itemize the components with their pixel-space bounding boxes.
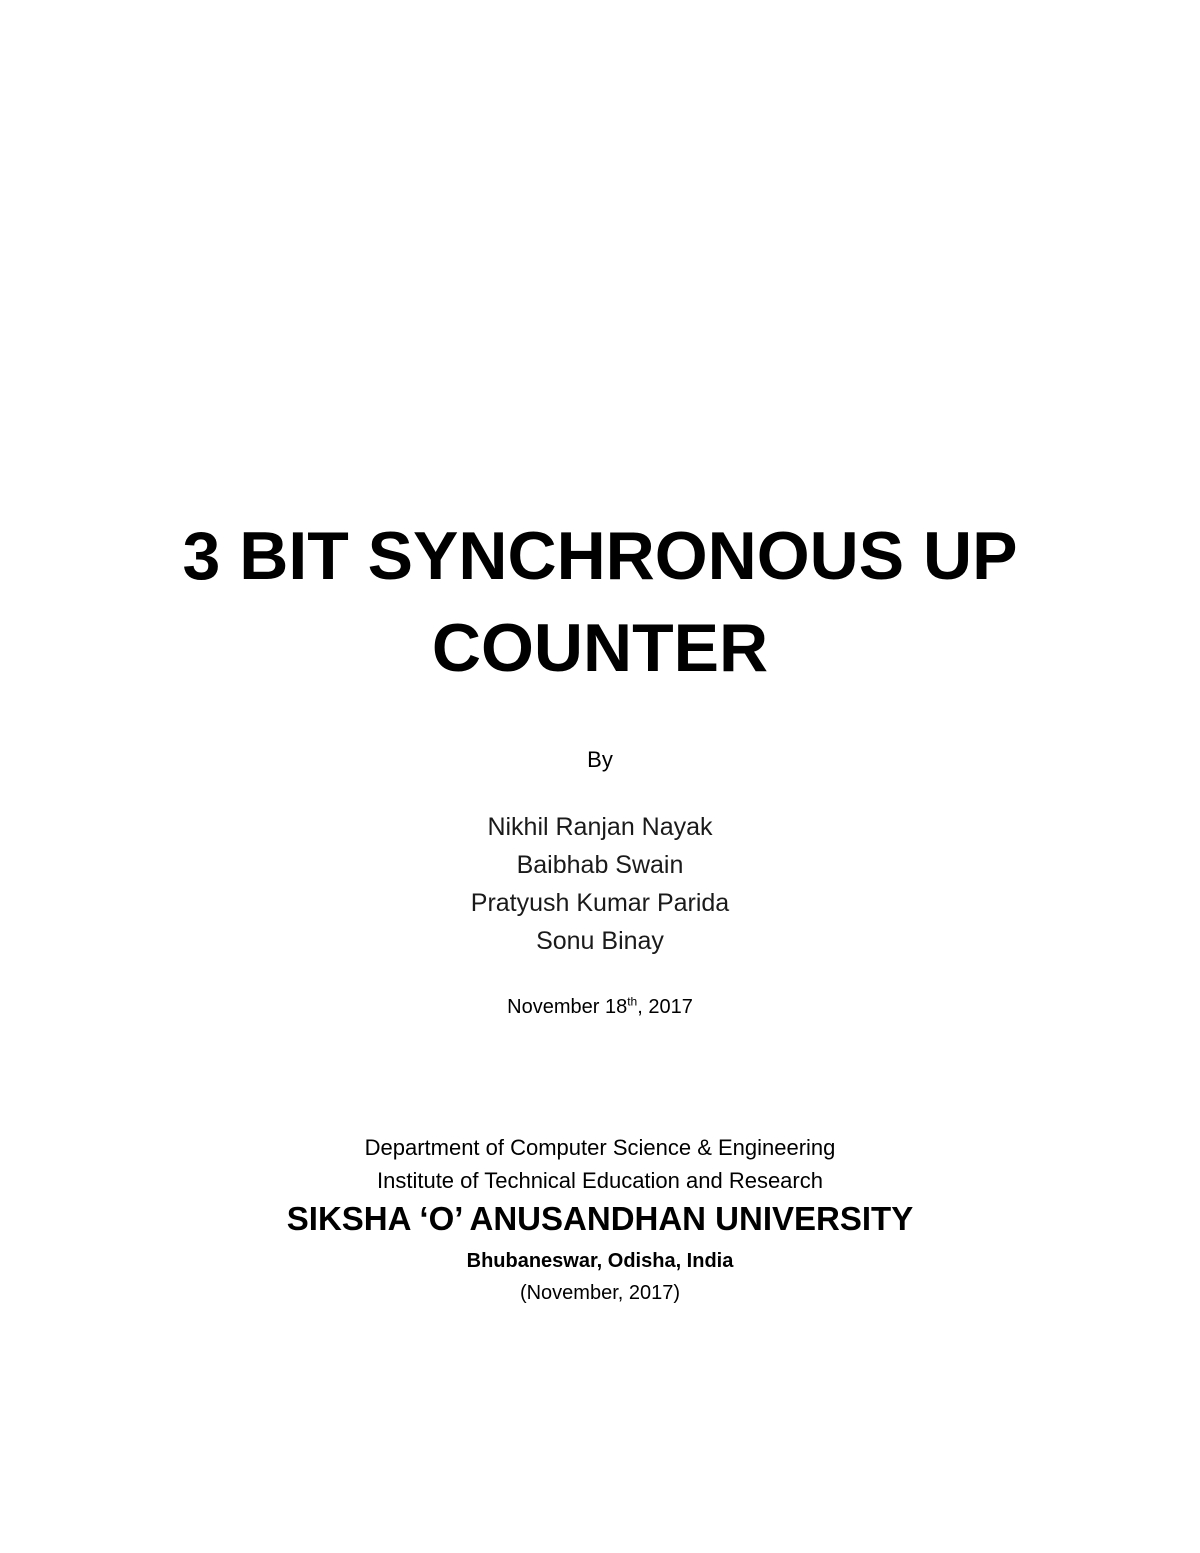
submission-date xyxy=(0,993,1200,1021)
university-location: Bhubaneswar, Odisha, India xyxy=(466,1250,734,1272)
author-list xyxy=(0,808,1200,960)
by-label: By xyxy=(587,747,613,772)
author-name: Nikhil Ranjan Nayak xyxy=(487,813,713,841)
author-name: Sonu Binay xyxy=(536,927,664,955)
publication-month: (November, 2017) xyxy=(519,1282,681,1304)
author-name: Pratyush Kumar Parida xyxy=(470,889,730,917)
date-prefix: November 18 xyxy=(507,996,628,1018)
affiliation-block xyxy=(0,1131,1200,1197)
department-name: Department of Computer Science & Engineering xyxy=(364,1135,836,1160)
date-year: , 2017 xyxy=(637,996,693,1018)
date-ordinal-suffix: th xyxy=(627,994,638,1009)
institute-name: Institute of Technical Education and Research xyxy=(377,1168,823,1193)
university-name: SIKSHA ‘O’ ANUSANDHAN UNIVERSITY xyxy=(286,1200,914,1237)
title-line-2: COUNTER xyxy=(431,610,769,686)
document-title xyxy=(0,510,1200,694)
title-line-1: 3 BIT SYNCHRONOUS UP xyxy=(182,518,1018,594)
author-name: Baibhab Swain xyxy=(516,851,684,879)
